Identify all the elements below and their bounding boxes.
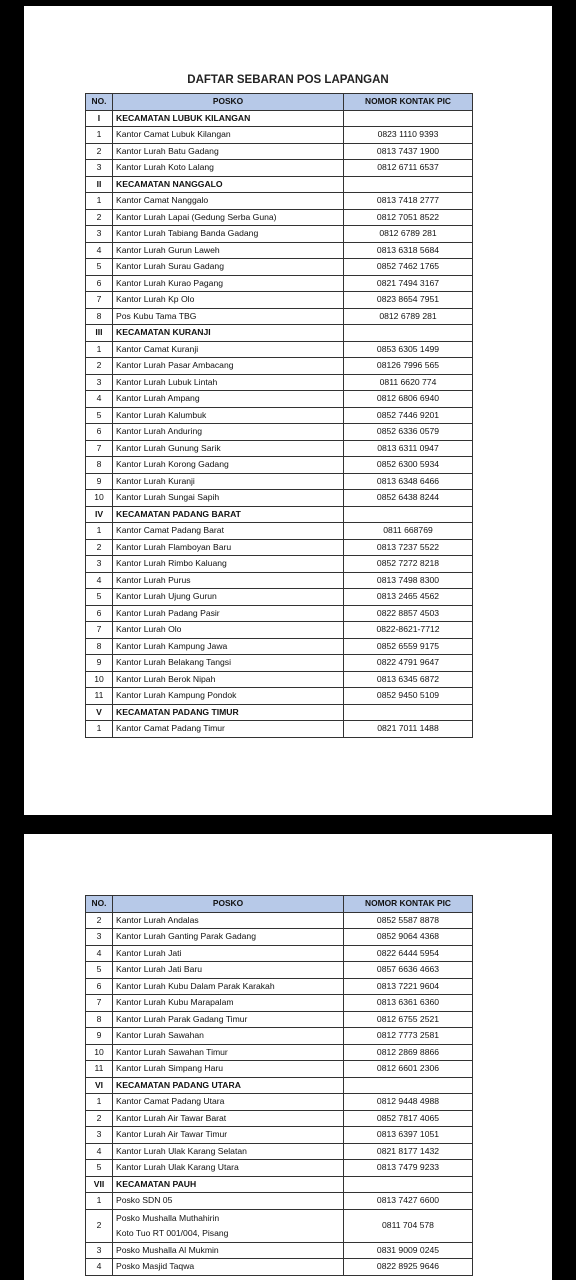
section-row [86, 325, 473, 342]
table-row [86, 308, 473, 325]
cell-no: 6 [86, 978, 113, 995]
cell-posko: KECAMATAN PADANG TIMUR [113, 704, 344, 721]
cell-phone: 08126 7996 565 [344, 358, 473, 375]
table-row [86, 995, 473, 1012]
table-row [86, 1160, 473, 1177]
cell-phone: 0813 7437 1900 [344, 143, 473, 160]
document-title: DAFTAR SEBARAN POS LAPANGAN [187, 74, 389, 86]
table-row [86, 193, 473, 210]
cell-phone: 0812 6711 6537 [344, 160, 473, 177]
cell-posko: Kantor Camat Nanggalo [113, 193, 344, 210]
cell-phone: 0813 7418 2777 [344, 193, 473, 210]
cell-posko: Kantor Lurah Lapai (Gedung Serba Guna) [113, 209, 344, 226]
cell-posko: Kantor Lurah Simpang Haru [113, 1061, 344, 1078]
cell-posko: Posko Masjid Taqwa [113, 1259, 344, 1276]
table-row [86, 374, 473, 391]
cell-no: 3 [86, 374, 113, 391]
cell-posko: Kantor Lurah Ujung Gurun [113, 589, 344, 606]
table-row [86, 440, 473, 457]
cell-no: 7 [86, 440, 113, 457]
cell-posko: Kantor Lurah Parak Gadang Timur [113, 1011, 344, 1028]
cell-phone: 0822-8621-7712 [344, 622, 473, 639]
cell-phone: 0852 5587 8878 [344, 912, 473, 929]
table-row [86, 572, 473, 589]
cell-phone: 0812 6806 6940 [344, 391, 473, 408]
cell-posko: Kantor Lurah Surau Gadang [113, 259, 344, 276]
cell-no: 2 [86, 143, 113, 160]
cell-posko: Kantor Lurah Tabiang Banda Gadang [113, 226, 344, 243]
cell-no: 8 [86, 638, 113, 655]
table-row [86, 292, 473, 309]
cell-posko: KECAMATAN PAUH [113, 1176, 344, 1193]
cell-no: 4 [86, 1143, 113, 1160]
cell-phone [344, 506, 473, 523]
table-row [86, 622, 473, 639]
cell-posko: KECAMATAN PADANG BARAT [113, 506, 344, 523]
posko-table-page-2 [85, 895, 473, 1276]
table-row [86, 1011, 473, 1028]
cell-phone: 0823 1110 9393 [344, 127, 473, 144]
table-header-row [86, 896, 473, 913]
cell-phone: 0811 6620 774 [344, 374, 473, 391]
cell-posko: Kantor Lurah Kubu Marapalam [113, 995, 344, 1012]
cell-posko: Kantor Lurah Kuranji [113, 473, 344, 490]
cell-no: 8 [86, 457, 113, 474]
cell-posko: Kantor Lurah Jati Baru [113, 962, 344, 979]
section-row [86, 1176, 473, 1193]
cell-no: 2 [86, 1110, 113, 1127]
cell-phone: 0811 668769 [344, 523, 473, 540]
cell-posko: Kantor Lurah Flamboyan Baru [113, 539, 344, 556]
cell-posko: KECAMATAN KURANJI [113, 325, 344, 342]
cell-posko: Kantor Lurah Kalumbuk [113, 407, 344, 424]
cell-phone: 0852 7817 4065 [344, 1110, 473, 1127]
table-row [86, 1127, 473, 1144]
cell-phone: 0852 9450 5109 [344, 688, 473, 705]
cell-phone [344, 325, 473, 342]
cell-posko: Pos Kubu Tama TBG [113, 308, 344, 325]
cell-no: 7 [86, 292, 113, 309]
cell-posko: Kantor Lurah Andalas [113, 912, 344, 929]
cell-phone [344, 704, 473, 721]
table-row [86, 1094, 473, 1111]
table-row [86, 407, 473, 424]
cell-no: 4 [86, 391, 113, 408]
table-row [86, 391, 473, 408]
cell-posko: Posko Mushalla Al Mukmin [113, 1242, 344, 1259]
cell-no: 8 [86, 308, 113, 325]
table-row [86, 1209, 473, 1242]
cell-phone: 0822 6444 5954 [344, 945, 473, 962]
cell-no: V [86, 704, 113, 721]
cell-no: 5 [86, 589, 113, 606]
cell-posko: Kantor Camat Kuranji [113, 341, 344, 358]
header-no: NO. [86, 94, 113, 111]
cell-no: 5 [86, 259, 113, 276]
table-row [86, 1061, 473, 1078]
table-row [86, 143, 473, 160]
cell-posko: Kantor Lurah Gurun Laweh [113, 242, 344, 259]
cell-posko: Kantor Lurah Lubuk Lintah [113, 374, 344, 391]
table-row [86, 490, 473, 507]
table-row [86, 473, 473, 490]
cell-no: VI [86, 1077, 113, 1094]
cell-phone: 0853 6305 1499 [344, 341, 473, 358]
cell-no: 3 [86, 160, 113, 177]
cell-phone: 0812 6789 281 [344, 308, 473, 325]
table-row [86, 259, 473, 276]
cell-no: 10 [86, 490, 113, 507]
cell-no: 2 [86, 209, 113, 226]
table-row [86, 341, 473, 358]
cell-phone: 0822 8857 4503 [344, 605, 473, 622]
table-header-row [86, 94, 473, 111]
cell-phone: 0813 7479 9233 [344, 1160, 473, 1177]
cell-posko: Kantor Camat Lubuk Kilangan [113, 127, 344, 144]
table-row [86, 424, 473, 441]
cell-posko: Kantor Lurah Kp Olo [113, 292, 344, 309]
cell-phone: 0852 6336 0579 [344, 424, 473, 441]
cell-posko: Kantor Lurah Belakang Tangsi [113, 655, 344, 672]
cell-posko: Kantor Lurah Purus [113, 572, 344, 589]
table-row [86, 589, 473, 606]
cell-posko: Kantor Lurah Olo [113, 622, 344, 639]
cell-no: 9 [86, 1028, 113, 1045]
cell-no: 1 [86, 721, 113, 738]
cell-phone: 0812 9448 4988 [344, 1094, 473, 1111]
cell-phone: 0822 8925 9646 [344, 1259, 473, 1276]
cell-no: 1 [86, 523, 113, 540]
cell-no: 3 [86, 226, 113, 243]
section-row [86, 704, 473, 721]
cell-posko: Kantor Lurah Kurao Pagang [113, 275, 344, 292]
cell-no: 2 [86, 539, 113, 556]
table-row [86, 226, 473, 243]
table-row [86, 1242, 473, 1259]
table-row [86, 209, 473, 226]
cell-no: 4 [86, 1259, 113, 1276]
cell-no: 11 [86, 688, 113, 705]
cell-no: 4 [86, 572, 113, 589]
cell-posko: Kantor Lurah Ulak Karang Selatan [113, 1143, 344, 1160]
cell-no: 1 [86, 193, 113, 210]
cell-phone: 0813 7498 8300 [344, 572, 473, 589]
cell-no: 4 [86, 945, 113, 962]
cell-posko: Kantor Lurah Rimbo Kaluang [113, 556, 344, 573]
cell-posko: Kantor Camat Padang Barat [113, 523, 344, 540]
cell-phone: 0821 7011 1488 [344, 721, 473, 738]
cell-posko: Kantor Lurah Kubu Dalam Parak Karakah [113, 978, 344, 995]
cell-phone: 0813 6397 1051 [344, 1127, 473, 1144]
cell-phone: 0813 6348 6466 [344, 473, 473, 490]
cell-no: 2 [86, 912, 113, 929]
section-row [86, 110, 473, 127]
cell-no: II [86, 176, 113, 193]
cell-phone: 0831 9009 0245 [344, 1242, 473, 1259]
table-row [86, 671, 473, 688]
cell-phone: 0812 6755 2521 [344, 1011, 473, 1028]
cell-posko: Kantor Lurah Jati [113, 945, 344, 962]
cell-posko: Kantor Lurah Berok Nipah [113, 671, 344, 688]
cell-phone: 0813 7237 5522 [344, 539, 473, 556]
header-phone: NOMOR KONTAK PIC [344, 94, 473, 111]
cell-phone: 0852 9064 4368 [344, 929, 473, 946]
cell-posko: Kantor Lurah Padang Pasir [113, 605, 344, 622]
cell-phone: 0821 7494 3167 [344, 275, 473, 292]
cell-no: 1 [86, 1094, 113, 1111]
cell-posko: Kantor Lurah Sawahan Timur [113, 1044, 344, 1061]
cell-phone: 0813 6345 6872 [344, 671, 473, 688]
cell-phone [344, 176, 473, 193]
cell-no: 2 [86, 1209, 113, 1242]
table-row [86, 556, 473, 573]
document-page-1 [24, 6, 552, 815]
cell-phone: 0852 6438 8244 [344, 490, 473, 507]
document-page-2 [24, 834, 552, 1280]
cell-posko: Kantor Lurah Pasar Ambacang [113, 358, 344, 375]
header-no: NO. [86, 896, 113, 913]
cell-posko: Kantor Lurah Ampang [113, 391, 344, 408]
table-row [86, 127, 473, 144]
cell-no: IV [86, 506, 113, 523]
cell-posko: KECAMATAN NANGGALO [113, 176, 344, 193]
cell-phone: 0813 6318 5684 [344, 242, 473, 259]
table-row [86, 539, 473, 556]
cell-posko: Kantor Lurah Batu Gadang [113, 143, 344, 160]
cell-phone: 0857 6636 4663 [344, 962, 473, 979]
cell-posko: Kantor Lurah Ganting Parak Gadang [113, 929, 344, 946]
table-row [86, 978, 473, 995]
cell-no: 6 [86, 275, 113, 292]
cell-phone [344, 1077, 473, 1094]
cell-posko: Posko Mushalla Muthahirin Koto Tuo RT 001/004, Pisang [113, 1209, 344, 1242]
section-row [86, 506, 473, 523]
cell-no: 9 [86, 655, 113, 672]
cell-posko: Kantor Camat Padang Utara [113, 1094, 344, 1111]
cell-phone: 0813 7427 6600 [344, 1193, 473, 1210]
cell-no: 4 [86, 242, 113, 259]
cell-phone: 0852 7446 9201 [344, 407, 473, 424]
table-row [86, 523, 473, 540]
cell-posko: Kantor Lurah Gunung Sarik [113, 440, 344, 457]
cell-phone: 0812 7773 2581 [344, 1028, 473, 1045]
cell-no: 9 [86, 473, 113, 490]
cell-phone: 0812 6601 2306 [344, 1061, 473, 1078]
cell-no: VII [86, 1176, 113, 1193]
table-row [86, 1044, 473, 1061]
table-row [86, 962, 473, 979]
cell-no: 8 [86, 1011, 113, 1028]
cell-no: 3 [86, 1242, 113, 1259]
cell-no: III [86, 325, 113, 342]
cell-no: 3 [86, 1127, 113, 1144]
section-row [86, 1077, 473, 1094]
table-row [86, 638, 473, 655]
cell-no: 6 [86, 605, 113, 622]
cell-phone: 0852 6300 5934 [344, 457, 473, 474]
table-row [86, 275, 473, 292]
cell-posko: Kantor Lurah Air Tawar Barat [113, 1110, 344, 1127]
cell-phone: 0823 8654 7951 [344, 292, 473, 309]
cell-posko: Kantor Lurah Anduring [113, 424, 344, 441]
cell-posko: Kantor Lurah Kampung Jawa [113, 638, 344, 655]
cell-no: 7 [86, 622, 113, 639]
cell-posko: Posko SDN 05 [113, 1193, 344, 1210]
cell-no: 10 [86, 671, 113, 688]
cell-no: 11 [86, 1061, 113, 1078]
table-row [86, 1028, 473, 1045]
cell-posko: Kantor Camat Padang Timur [113, 721, 344, 738]
table-row [86, 929, 473, 946]
table-row [86, 688, 473, 705]
cell-no: 5 [86, 1160, 113, 1177]
cell-no: 3 [86, 556, 113, 573]
cell-posko: Kantor Lurah Koto Lalang [113, 160, 344, 177]
cell-no: 1 [86, 1193, 113, 1210]
cell-no: 6 [86, 424, 113, 441]
cell-posko: KECAMATAN PADANG UTARA [113, 1077, 344, 1094]
cell-phone: 0821 8177 1432 [344, 1143, 473, 1160]
table-row [86, 1193, 473, 1210]
table-row [86, 1143, 473, 1160]
table-row [86, 605, 473, 622]
cell-phone: 0812 2869 8866 [344, 1044, 473, 1061]
header-posko: POSKO [113, 94, 344, 111]
cell-phone [344, 110, 473, 127]
cell-no: 1 [86, 127, 113, 144]
table-row [86, 945, 473, 962]
cell-no: 3 [86, 929, 113, 946]
cell-no: 5 [86, 407, 113, 424]
table-row [86, 160, 473, 177]
cell-posko: Kantor Lurah Sungai Sapih [113, 490, 344, 507]
header-posko: POSKO [113, 896, 344, 913]
cell-phone: 0813 6361 6360 [344, 995, 473, 1012]
table-row [86, 721, 473, 738]
cell-phone: 0811 704 578 [344, 1209, 473, 1242]
cell-posko: Kantor Lurah Korong Gadang [113, 457, 344, 474]
table-row [86, 358, 473, 375]
cell-phone: 0852 7272 8218 [344, 556, 473, 573]
cell-no: I [86, 110, 113, 127]
table-row [86, 655, 473, 672]
cell-posko: KECAMATAN LUBUK KILANGAN [113, 110, 344, 127]
table-row [86, 912, 473, 929]
cell-posko: Kantor Lurah Sawahan [113, 1028, 344, 1045]
cell-phone: 0813 2465 4562 [344, 589, 473, 606]
table-row [86, 1110, 473, 1127]
cell-phone: 0812 6789 281 [344, 226, 473, 243]
cell-phone: 0812 7051 8522 [344, 209, 473, 226]
cell-phone: 0822 4791 9647 [344, 655, 473, 672]
cell-phone: 0813 7221 9604 [344, 978, 473, 995]
cell-phone: 0813 6311 0947 [344, 440, 473, 457]
section-row [86, 176, 473, 193]
cell-phone: 0852 7462 1765 [344, 259, 473, 276]
table-row [86, 457, 473, 474]
header-phone: NOMOR KONTAK PIC [344, 896, 473, 913]
table-row [86, 1259, 473, 1276]
posko-table-page-1 [85, 93, 473, 738]
cell-no: 2 [86, 358, 113, 375]
cell-no: 10 [86, 1044, 113, 1061]
cell-posko: Kantor Lurah Ulak Karang Utara [113, 1160, 344, 1177]
table-row [86, 242, 473, 259]
cell-phone: 0852 6559 9175 [344, 638, 473, 655]
cell-phone [344, 1176, 473, 1193]
cell-posko: Kantor Lurah Kampung Pondok [113, 688, 344, 705]
cell-posko: Kantor Lurah Air Tawar Timur [113, 1127, 344, 1144]
cell-no: 5 [86, 962, 113, 979]
cell-no: 7 [86, 995, 113, 1012]
cell-no: 1 [86, 341, 113, 358]
